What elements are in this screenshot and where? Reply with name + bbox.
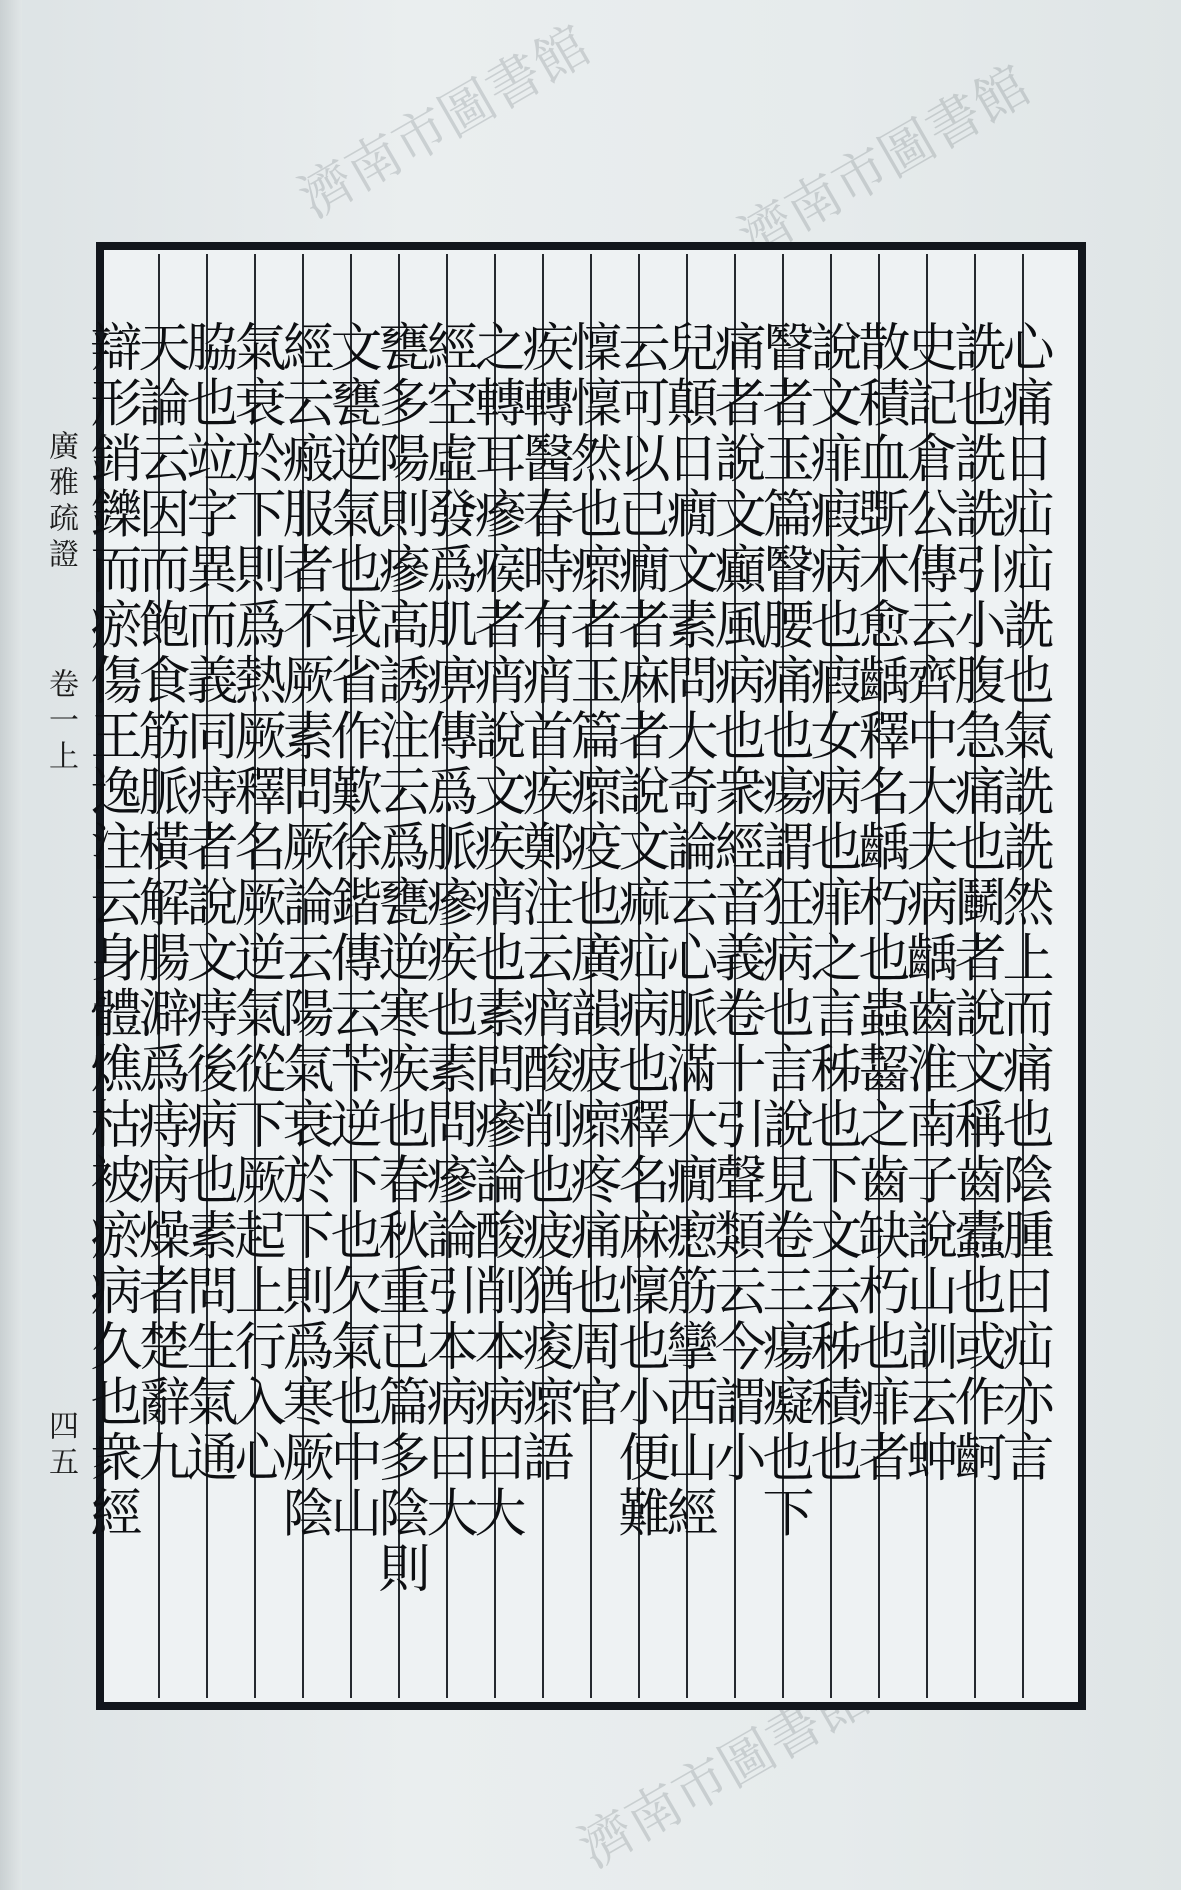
column-text: 辯形銷鑠而瘀傷王逸注云身體燋枯被瘀病久也衆經 (81, 320, 141, 1541)
text-column (513, 254, 590, 1698)
text-column (225, 254, 302, 1698)
column-text: 懍懍然也瘝者玉篇瘝疫也廣韻疲瘝疼痛也周官 (561, 320, 621, 1430)
text-column (177, 254, 254, 1698)
column-text: 說文痱瘕病也瘕女病也痱之言秭也下文云秭積也 (801, 320, 861, 1486)
column-text: 史記倉公傳云齊中大夫病齲齒淮南子說山訓云蚛 (897, 320, 957, 1486)
text-column (609, 254, 686, 1698)
column-text: 脇也竝字異而義同痔者說文痔後病也素問生氣通 (177, 320, 237, 1486)
column-text: 氣衰於下則爲熱厥釋名厥逆氣從下厥起上行入心 (225, 320, 285, 1486)
text-column (657, 254, 734, 1698)
column-text: 經云瘢服者不厥素問厥論云陽氣衰於下則爲寒厥陰 (273, 320, 333, 1541)
text-column (705, 254, 782, 1698)
column-text: 文甕逆氣也或省作歎徐鍇傳云苄逆下也欠氣也中山 (321, 320, 381, 1541)
text-column (993, 254, 1070, 1698)
column-text: 云可以已癇者麻者說文痲疝病也釋名麻懍也小便難 (609, 320, 669, 1541)
column-text: 兒顛日癇文素問大奇論云心脈滿大癇瘛筋攣西山經 (657, 320, 717, 1541)
text-column (849, 254, 926, 1698)
text-column (81, 254, 158, 1698)
text-column (897, 254, 974, 1698)
text-column (129, 254, 206, 1698)
text-column (321, 254, 398, 1698)
page-number: 四五 (43, 1410, 78, 1482)
text-column (945, 254, 1022, 1698)
column-text: 之轉耳瘮瘊者痟說文疾痟也素問瘮論酸削本病曰大 (465, 320, 525, 1541)
column-text: 疾轉醫春時有痟首疾鄭注云痟酸削也疲猶痠瘝語 (513, 320, 573, 1486)
text-column (273, 254, 350, 1698)
volume-label: 卷一上 (43, 668, 78, 776)
text-column (369, 254, 446, 1698)
column-text: 經空虛發爲肌痹傳爲脈瘮疾也素問瘮論引本病曰大 (417, 320, 477, 1541)
text-columns (81, 254, 1070, 1698)
text-column (465, 254, 542, 1698)
column-text: 甕多陽則瘮高誘注云爲甕逆寒疾也春秋重已篇多陰則 (369, 320, 429, 1597)
text-column (417, 254, 494, 1698)
page-edge (0, 0, 22, 1890)
column-text: 詵也詵詵引小腹急痛也鬭者說文稱齒蠹也或作䶗 (945, 320, 1005, 1486)
column-text: 心痛日疝疝詵也氣詵詵然上而痛也陰腫曰疝亦言 (993, 320, 1053, 1486)
text-column (561, 254, 638, 1698)
column-text: 散積血斲木愈齲釋名齲朽也蟲齧之齒缺朽也痱者 (849, 320, 909, 1486)
column-text: 痛者說文癲風病也衆經音義卷十引聲類云今謂小 (705, 320, 765, 1486)
column-text: 瞖者玉篇瞖腰痛也瘍謂狂病也言說見卷三瘍癡也下 (753, 320, 813, 1541)
book-title: 廣雅疏證 (43, 430, 78, 574)
text-frame (81, 242, 1086, 1710)
text-column (801, 254, 878, 1698)
column-text: 天論云因而飽食筋脈橫解腸澼爲痔病燥者楚辭九 (129, 320, 189, 1486)
text-column (753, 254, 830, 1698)
